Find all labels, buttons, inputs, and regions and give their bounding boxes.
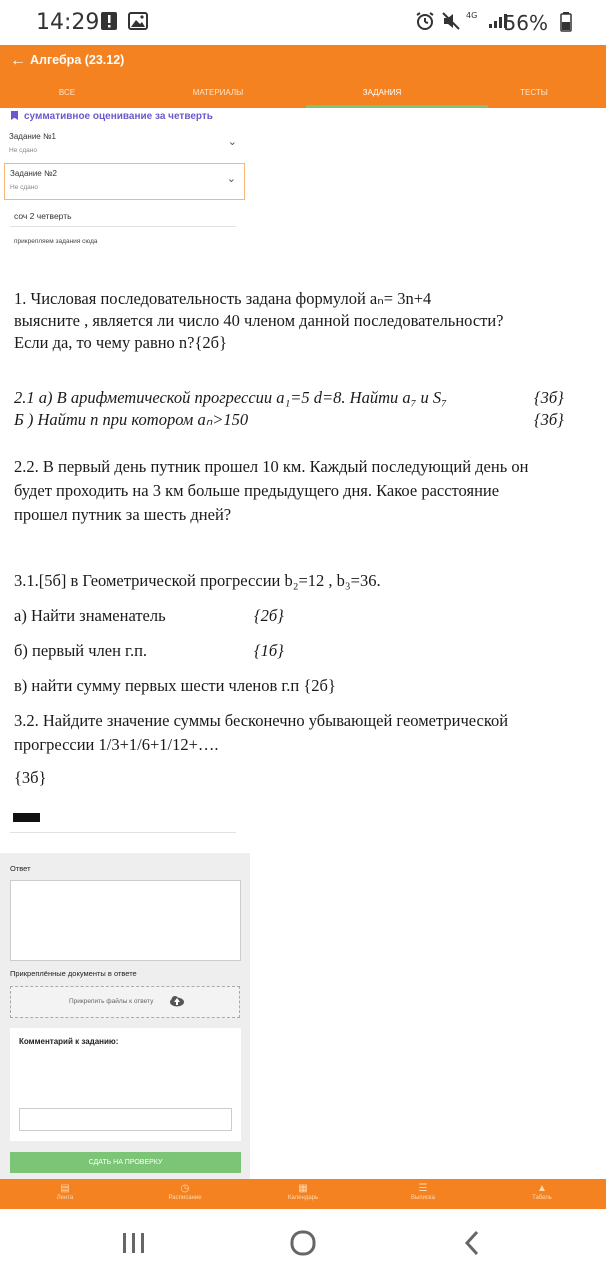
battery-percent: 56% <box>503 11 548 35</box>
task-item[interactable] <box>4 163 245 200</box>
tab-bar <box>0 78 606 108</box>
nav-label: Расписание <box>168 1195 202 1201</box>
comment-box <box>10 1028 241 1141</box>
recent-apps-icon[interactable] <box>121 1231 147 1260</box>
network-type: 4G <box>466 11 478 20</box>
home-icon[interactable] <box>289 1229 317 1262</box>
back-icon[interactable] <box>462 1229 482 1262</box>
question-3-1-b: б) первый член г.п. <box>14 641 148 660</box>
chart-icon: ▲ <box>537 1183 547 1194</box>
nav-label: Календарь <box>287 1195 319 1201</box>
question-3-2-points: {3б} <box>14 768 47 787</box>
question-3-2-line-2: прогрессии 1/3+1/6+1/12+…. <box>14 735 219 754</box>
divider <box>10 226 236 227</box>
comment-input[interactable] <box>19 1108 232 1131</box>
alarm-icon <box>415 11 435 36</box>
notification-alert-icon <box>101 12 117 35</box>
tab-all[interactable]: ВСЕ <box>58 88 76 97</box>
nav-item-schedule[interactable] <box>125 1182 245 1201</box>
nav-item-report-card[interactable] <box>482 1182 602 1201</box>
question-3-1-b-points: {1б} <box>254 641 284 660</box>
app-bar <box>0 45 606 78</box>
calendar-icon: ▦ <box>298 1183 308 1194</box>
task-item[interactable] <box>4 127 245 161</box>
chevron-down-icon[interactable]: ⌄ <box>227 136 237 148</box>
task-name: Задание №2 <box>10 169 57 178</box>
task-status: Не сдано <box>9 147 37 154</box>
tab-assignments[interactable]: ЗАДАНИЯ <box>362 88 402 97</box>
gallery-icon <box>128 12 148 35</box>
question-3-1-a: а) Найти знаменатель <box>14 606 166 625</box>
tab-tests[interactable]: ТЕСТЫ <box>520 88 548 97</box>
active-tab-indicator <box>306 105 488 108</box>
bottom-nav <box>0 1179 606 1209</box>
battery-icon <box>560 12 572 37</box>
question-2-1-b-points: {3б} <box>534 410 564 429</box>
question-2-2-line-1: 2.2. В первый день путник прошел 10 км. Каждый последующий день он <box>14 457 529 476</box>
question-2-2-line-3: прошел путник за шесть дней? <box>14 505 232 524</box>
redacted-block <box>13 813 40 822</box>
answer-textarea[interactable] <box>10 880 241 961</box>
nav-item-feed[interactable] <box>5 1182 125 1201</box>
document-icon: ☰ <box>418 1183 428 1194</box>
divider <box>10 832 236 833</box>
attached-docs-label: Прикреплённые документы в ответе <box>10 969 137 978</box>
tab-materials[interactable]: МАТЕРИАЛЫ <box>192 88 244 97</box>
question-3-2-line-1: 3.2. Найдите значение суммы бесконечно убывающей геометрической <box>14 711 509 730</box>
nav-item-calendar[interactable] <box>243 1182 363 1201</box>
cloud-upload-icon <box>169 995 185 1007</box>
comment-label: Комментарий к заданию: <box>19 1037 119 1046</box>
nav-label: Выписка <box>410 1195 435 1201</box>
nav-label: Лента <box>56 1195 74 1201</box>
question-2-1-a: 2.1 а) В арифметической прогрессии a₁=5 d=8. Найти a₇ и S₇ <box>14 388 447 407</box>
question-1-line-2: выясните , является ли число 40 членом данной последовательности? <box>14 311 504 330</box>
question-2-1-b: Б ) Найти n при котором aₙ>150 <box>14 410 249 429</box>
status-time: 14:29 <box>36 10 100 35</box>
question-2-2-line-2: будет проходить на 3 км больше предыдущего дня. Какое расстояние <box>14 481 500 500</box>
task-status: Не сдано <box>10 184 38 191</box>
upload-label: Прикрепить файлы к ответу <box>69 998 154 1005</box>
answer-label: Ответ <box>10 864 31 873</box>
section-title: суммативное оценивание за четверть <box>24 111 213 122</box>
answer-panel <box>0 853 250 1179</box>
chevron-down-icon[interactable]: ⌄ <box>226 173 236 185</box>
page-title: Алгебра (23.12) <box>30 53 125 67</box>
question-2-1-a-points: {3б} <box>534 388 564 407</box>
system-nav-bar <box>0 1209 606 1280</box>
task-detail-note: прикрепляем задания сюда <box>14 238 98 245</box>
bookmark-icon <box>11 111 18 120</box>
question-3-1-c: в) найти сумму первых шести членов г.п {2б} <box>14 676 336 695</box>
feed-icon: ▤ <box>60 1183 70 1194</box>
status-bar <box>0 0 606 45</box>
section-heading <box>11 111 213 122</box>
question-3-1-a-points: {2б} <box>254 606 284 625</box>
question-1-line-3: Если да, то чему равно n?{2б} <box>14 333 227 352</box>
task-name: Задание №1 <box>9 132 56 141</box>
upload-files-button[interactable] <box>10 986 240 1018</box>
mute-icon <box>441 11 461 36</box>
task-detail-title: соч 2 четверть <box>14 211 72 221</box>
arrow-left-icon[interactable]: ← <box>10 52 26 69</box>
nav-label: Табель <box>532 1195 552 1201</box>
nav-item-statement[interactable] <box>363 1182 483 1201</box>
question-3-1: 3.1.[5б] в Геометрической прогрессии b₂=12 , b₃=36. <box>14 571 381 590</box>
submit-button[interactable]: СДАТЬ НА ПРОВЕРКУ <box>10 1152 241 1173</box>
clock-icon: ◷ <box>180 1183 190 1194</box>
question-1-line-1: 1. Числовая последовательность задана формулой aₙ= 3n+4 <box>14 289 432 308</box>
